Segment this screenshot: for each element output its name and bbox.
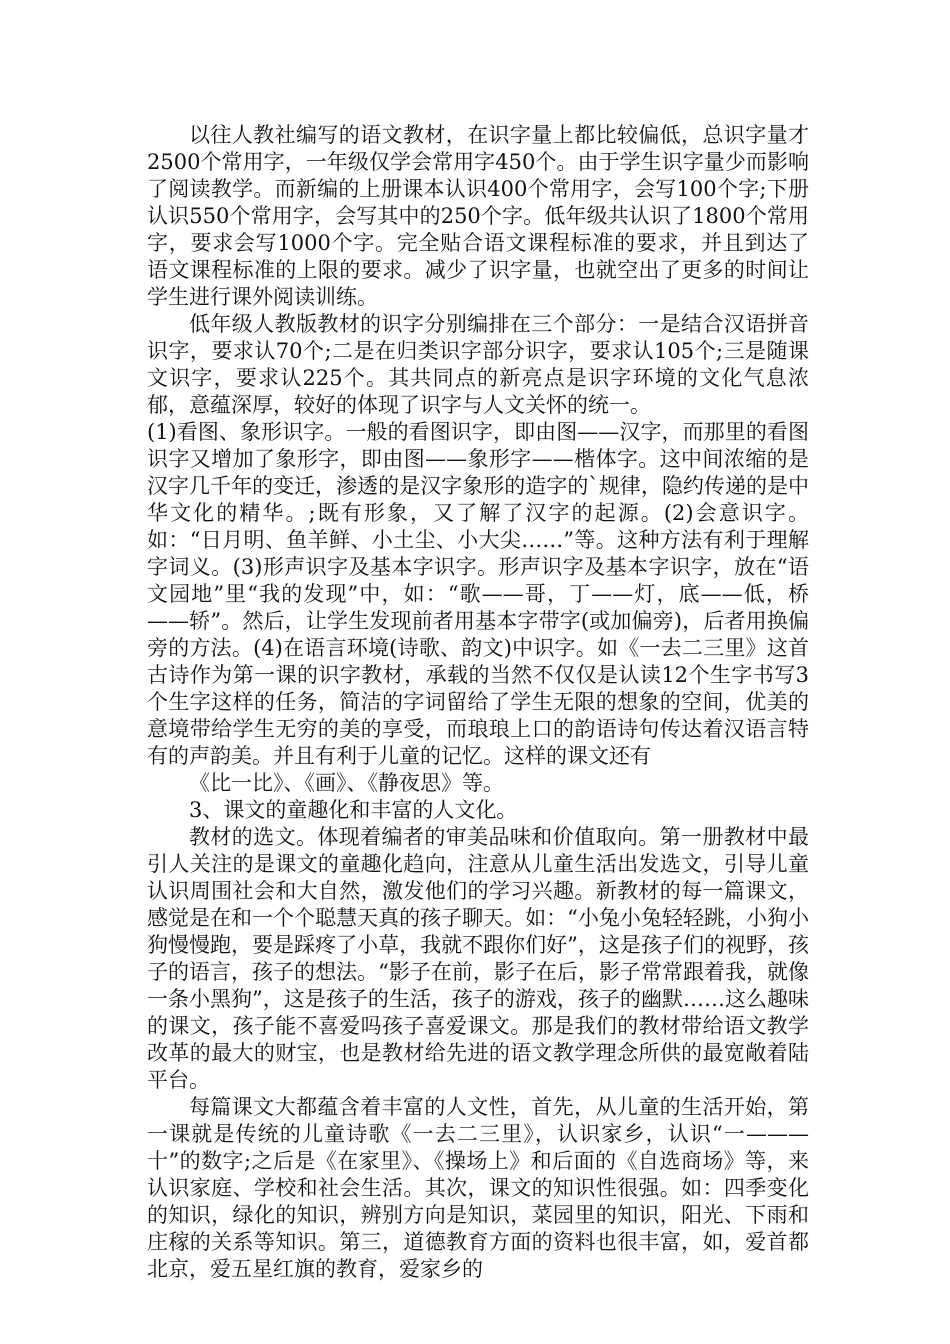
paragraph-literacy-quantity: 以往人教社编写的语文教材，在识字量上都比较偏低，总识字量才2500个常用字，一年级仅学会常用字450个。由于学生识字量少而影响了阅读教学。而新编的上册课本认识400个常用字，会写100个字;下册认识550个常用字，会写其中的250个字。低年级共认识了1800个常用字，要求会写1000个字。完全贴合语文课程标准的要求，并且到达了语文课程标准的上限的要求。减少了识字量，也就空出了更多的时间让学生进行课外阅读训练。 xyxy=(147,123,809,309)
paragraph-humanistic-content: 每篇课文大都蕴含着丰富的人文性，首先，从儿童的生活开始，第一课就是传统的儿童诗歌《一去二三里》，认识家乡，认识“一———十”的数字;之后是《在家里》、《操场上》和后面的《自选商场》等，来认识家庭、学校和社会生活。其次，课文的知识性很强。如：四季变化的知识，绿化的知识，辨别方向是知识，菜园里的知识，阳光、下雨和庄稼的关系等知识。第三，道德教育方面的资料也很丰富，如，爱首都北京，爱五星红旗的教育，爱家乡的 xyxy=(147,1095,809,1281)
paragraph-literacy-methods: (1)看图、象形识字。一般的看图识字，即由图——汉字，而那里的看图识字又增加了象形字，即由图——象形字——楷体字。这中间浓缩的是汉字几千年的变迁，渗透的是汉字象形的造字的`规律，隐约传递的是中华文化的精华。;既有形象，又了解了汉字的起源。(2)会意识字。如：“日月明、鱼羊鲜、小土尘、小大尖……”等。这种方法有利于理解字词义。(3)形声识字及基本字识字。形声识字及基本字识字，放在“语文园地”里“我的发现”中，如：“歌——哥，丁——灯，底——低，桥——轿”。然后，让学生发现前者用基本字带字(或加偏旁)，后者用换偏旁的方法。(4)在语言环境(诗歌、韵文)中识字。如《一去二三里》这首古诗作为第一课的识字教材，承载的当然不仅仅是认读12个生字书写3个生字这样的任务，简洁的字词留给了学生无限的想象的空间，优美的意境带给学生无穷的美的享受，而琅琅上口的韵语诗句传达着汉语言特有的声韵美。并且有利于儿童的记忆。这样的课文还有 xyxy=(147,420,809,768)
paragraph-text-selection: 教材的选文。体现着编者的审美品味和价值取向。第一册教材中最引人关注的是课文的童趣化趋向，注意从儿童生活出发选文，引导儿童认识周围社会和大自然，激发他们的学习兴趣。新教材的每一篇课文，感觉是在和一个个聪慧天真的孩子聊天。如：“小兔小兔轻轻跳，小狗小狗慢慢跑，要是踩疼了小草，我就不跟你们好”，这是孩子们的视野，孩子的语言，孩子的想法。“影子在前，影子在后，影子常常跟着我，就像一条小黑狗”，这是孩子的生活，孩子的游戏，孩子的幽默……这么趣味的课文，孩子能不喜爱吗孩子喜爱课文。那是我们的教材带给语文教学改革的最大的财宝，也是教材给先进的语文教学理念所供的最宽敞着陆平台。 xyxy=(147,825,809,1092)
section-heading: 3、课文的童趣化和丰富的人文化。 xyxy=(189,798,518,822)
paragraph-literacy-arrangement: 低年级人教版教材的识字分别编排在三个部分：一是结合汉语拼音识字，要求认70个;二是在归类识字部分识字，要求认105个;三是随课文识字，要求认225个。其共同点的新亮点是识字环境的文化气息浓郁，意蕴深厚，较好的体现了识字与人文关怀的统一。 xyxy=(147,312,809,417)
paragraph-lesson-titles: 《比一比》、《画》、《静夜思》等。 xyxy=(189,771,504,795)
document-body xyxy=(147,122,809,1283)
